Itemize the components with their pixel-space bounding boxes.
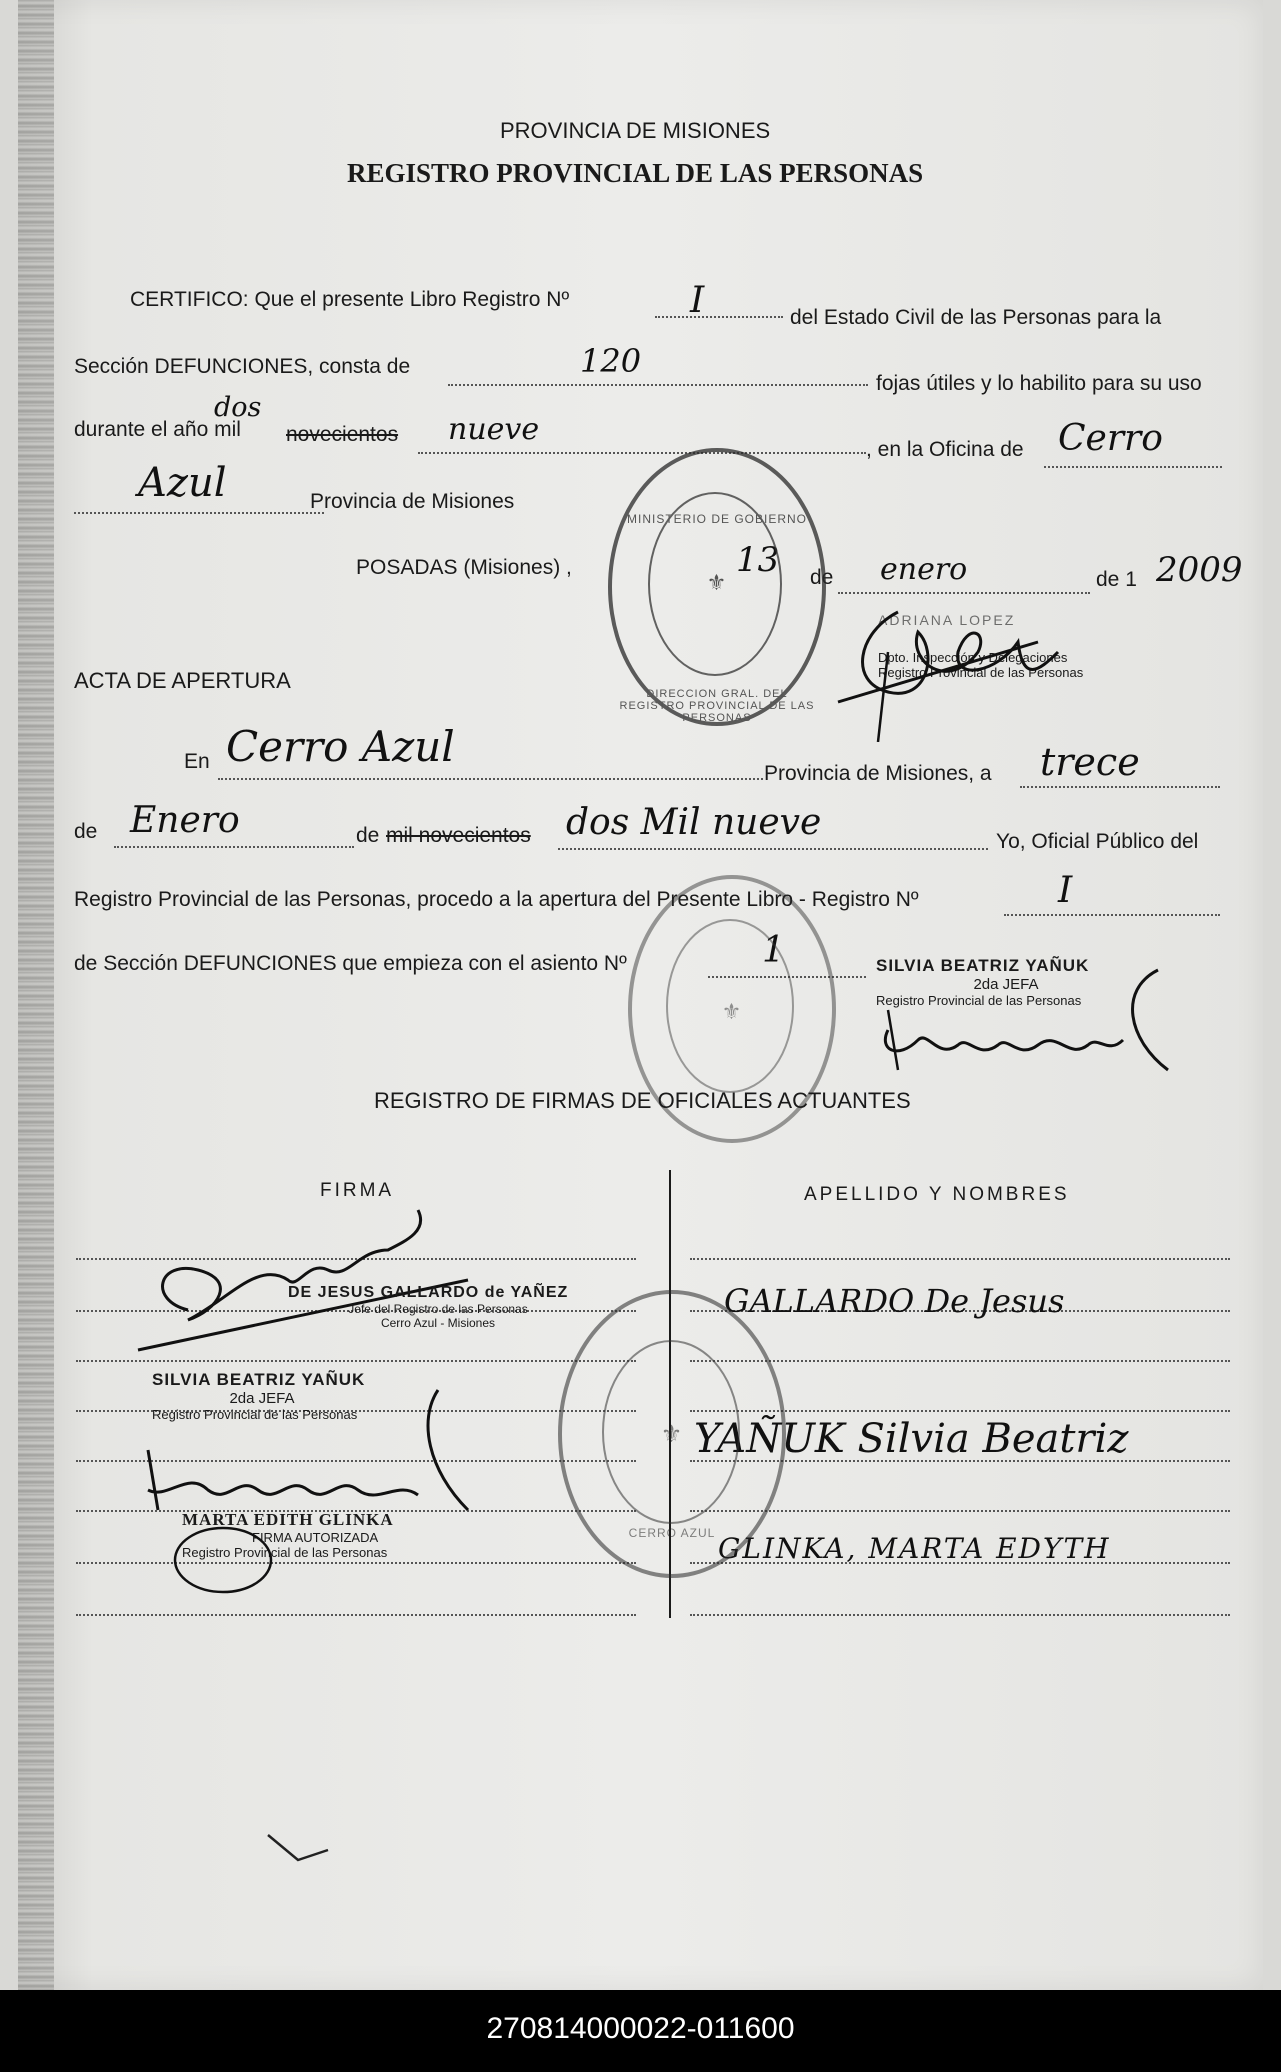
pages-handwritten: 120 [580, 342, 642, 380]
signature-mid [858, 950, 1198, 1080]
de-year-label: de 1 [1096, 568, 1137, 591]
cert-line2-pre: Sección DEFUNCIONES, consta de [74, 355, 411, 378]
de-label: de [810, 566, 834, 589]
signature-row2 [128, 1380, 488, 1530]
book-number-handwritten-2: I [1058, 870, 1073, 911]
signature-row1 [128, 1200, 488, 1360]
cert-line2-post: fojas útiles y lo habilito para su uso [876, 372, 1202, 395]
row-line [690, 1614, 1230, 1616]
year-number-handwritten: 2009 [1156, 550, 1243, 590]
column-header-names: APELLIDO Y NOMBRES [804, 1184, 1070, 1205]
day-word-handwritten: trece [1040, 740, 1140, 784]
inspection-stamp: ADRIANA LOPEZ Dpto. Inspección y Delegaciones Registro Provincial de las Personas [878, 612, 1084, 680]
de-label-2: de [356, 824, 380, 847]
row-line [76, 1562, 636, 1564]
struck-text: mil novecientos [386, 824, 531, 847]
official-stamp-row3: MARTA EDITH GLINKA FIRMA AUTORIZADA Registro Provincial de las Personas [182, 1510, 394, 1560]
office-handwritten-2: Azul [138, 460, 227, 506]
apertura-line3: Registro Provincial de las Personas, procedo a la apertura del Presente Libro - Registro Nº [74, 888, 919, 911]
en-label: En [184, 750, 210, 773]
cert-line3-post: , en la Oficina de [866, 438, 1024, 461]
row-line [76, 1614, 636, 1616]
officials-section-title: REGISTRO DE FIRMAS DE OFICIALES ACTUANTES [374, 1088, 911, 1113]
province-text: Provincia de Misiones, a [764, 762, 992, 785]
cert-line1-post: del Estado Civil de las Personas para la [790, 306, 1162, 329]
blank-line [418, 452, 866, 454]
registry-heading: REGISTRO PROVINCIAL DE LAS PERSONAS [347, 158, 924, 188]
cert-line4-post: Provincia de Misiones [310, 490, 515, 513]
place-date-pre: POSADAS (Misiones) , [356, 556, 572, 579]
column-header-signature: FIRMA [320, 1180, 395, 1201]
day-handwritten: 13 [736, 540, 780, 580]
document-id: 270814000022-011600 [486, 2012, 795, 2045]
entry-handwritten: 1 [762, 930, 785, 971]
book-number-handwritten: I [690, 280, 705, 321]
blank-line [1020, 786, 1220, 788]
row-line [690, 1510, 1230, 1512]
official-stamp-row1: DE JESUS GALLARDO de YAÑEZ Jefe del Registro de las Personas Cerro Azul - Misiones [288, 1284, 569, 1330]
official-name-row1: GALLARDO De Jesus [724, 1282, 1065, 1320]
month-word-handwritten: Enero [130, 800, 240, 841]
blank-line [1004, 914, 1220, 916]
official-seal-top: MINISTERIO DE GOBIERNO ⚜ DIRECCION GRAL. DEL REGISTRO PROVINCIAL DE LAS PERSONAS [608, 448, 826, 726]
province-heading: PROVINCIA DE MISIONES [500, 118, 771, 143]
page-binding-edge [18, 0, 54, 1990]
blank-line [448, 384, 868, 386]
blank-line [1044, 466, 1222, 468]
blank-line [218, 778, 763, 780]
signature-top [818, 592, 1108, 742]
blank-line [114, 846, 354, 848]
year-word-handwritten: nueve [448, 412, 540, 447]
struck-word: novecientos [286, 423, 399, 446]
official-stamp-mid: SILVIA BEATRIZ YAÑUK 2da JEFA Registro Provincial de las Personas [876, 956, 1090, 1008]
year-words-handwritten: dos Mil nueve [566, 802, 822, 843]
year-above-handwritten: dos [214, 392, 262, 423]
row-line [76, 1360, 636, 1362]
office-handwritten-1: Cerro [1058, 418, 1163, 459]
document-page [18, 0, 1263, 1990]
official-seal-mid: ⚜ [628, 875, 836, 1143]
acta-apertura-title: ACTA DE APERTURA [74, 668, 291, 693]
signature-row3 [168, 1510, 288, 1600]
place-handwritten: Cerro Azul [226, 722, 455, 771]
official-stamp-row2: SILVIA BEATRIZ YAÑUK 2da JEFA Registro Provincial de las Personas [152, 1370, 366, 1422]
official-seal-bottom: ⚜ CERRO AZUL [558, 1290, 786, 1578]
officer-text: Yo, Oficial Público del [996, 830, 1199, 853]
row-line [690, 1258, 1230, 1260]
blank-line [655, 316, 783, 318]
cert-line3-pre: durante el año mil [74, 418, 241, 441]
month-handwritten: enero [880, 552, 968, 587]
official-name-row3: GLINKA, MARTA EDYTH [718, 1532, 1111, 1565]
blank-line [74, 512, 324, 514]
official-name-row2: YAÑUK Silvia Beatriz [694, 1416, 1129, 1462]
de-label: de [74, 820, 98, 843]
apertura-line4: de Sección DEFUNCIONES que empieza con el asiento Nº [74, 952, 627, 975]
pen-mark [258, 1830, 338, 1870]
blank-line [558, 848, 988, 850]
cert-line1-pre: CERTIFICO: Que el presente Libro Registro Nº [130, 288, 570, 311]
